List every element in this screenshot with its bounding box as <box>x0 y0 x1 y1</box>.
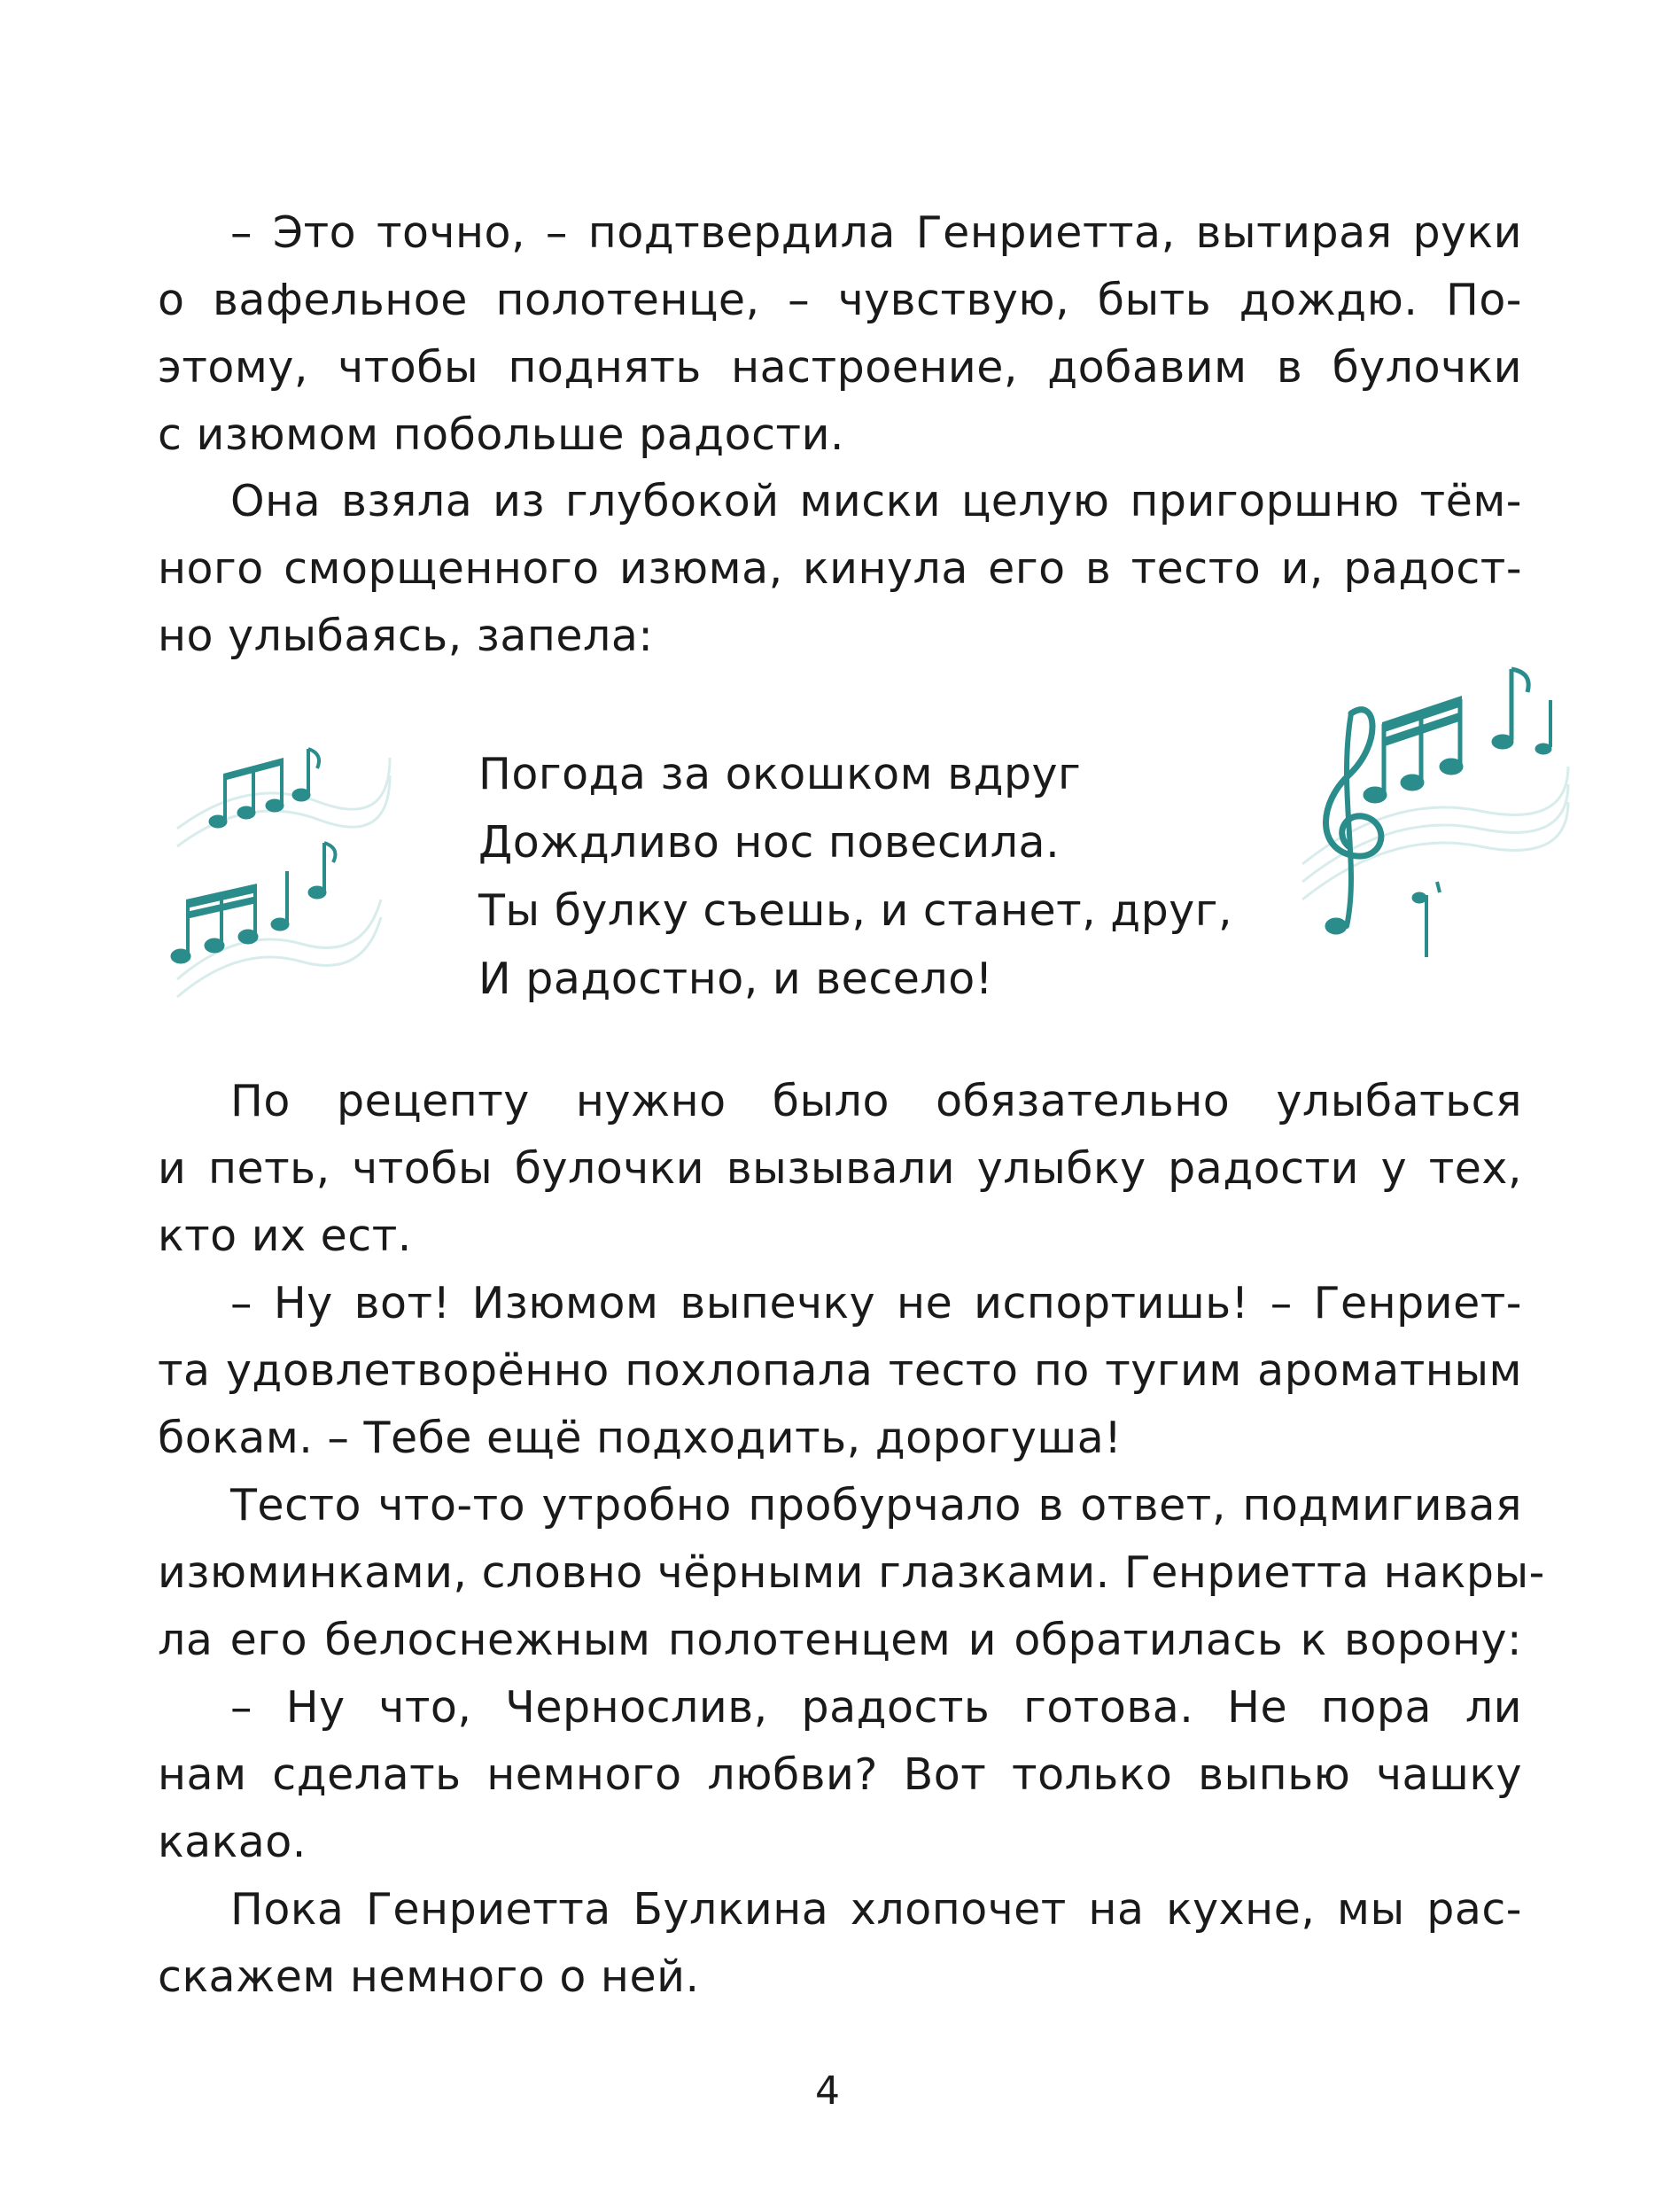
paragraph-3 <box>158 1068 1522 1270</box>
text-line: нам сделать немного любви? Вот только выпью чашку <box>158 1749 1522 1800</box>
poem <box>478 740 1232 1013</box>
poem-line: Ты булку съешь, и станет, друг, <box>478 885 1233 936</box>
paragraph-6 <box>158 1674 1522 1876</box>
poem-line: Дождливо нос повесила. <box>478 817 1061 868</box>
text-line: Тесто что-то утробно пробурчало в ответ, подмигивая <box>230 1480 1522 1530</box>
text-line: кто их ест. <box>158 1211 412 1261</box>
text-line: но улыбаясь, запела: <box>158 611 654 661</box>
music-notes-icon <box>168 722 399 1015</box>
text-line: скажем немного о ней. <box>158 1951 700 2002</box>
text-line: По рецепту нужно было обязательно улыбаться <box>230 1076 1522 1126</box>
paragraph-2 <box>158 468 1522 670</box>
paragraph-5 <box>158 1472 1545 1674</box>
text-line: Она взяла из глубокой миски целую пригоршню тём- <box>230 476 1522 526</box>
text-line: изюминками, словно чёрными глазками. Генриетта накры- <box>158 1547 1545 1598</box>
text-line: ного сморщенного изюма, кинула его в тесто и, радост- <box>158 543 1522 594</box>
text-line: – Это точно, – подтвердила Генриетта, вытирая руки <box>230 207 1522 258</box>
text-line: с изюмом побольше радости. <box>158 409 845 460</box>
text-line: этому, чтобы поднять настроение, добавим в булочки <box>158 342 1522 393</box>
poem-line: Погода за окошком вдруг <box>478 749 1082 799</box>
poem-line: И радостно, и весело! <box>478 954 993 1004</box>
text-line: какао. <box>158 1817 307 1867</box>
treble-clef-and-notes-icon <box>1285 660 1577 1015</box>
text-line: и петь, чтобы булочки вызывали улыбку радости у тех, <box>158 1143 1522 1194</box>
paragraph-1 <box>158 199 1522 469</box>
text-line: – Ну что, Чернослив, радость готова. Не пора ли <box>230 1682 1522 1733</box>
text-line: Пока Генриетта Булкина хлопочет на кухне, мы рас- <box>230 1884 1522 1935</box>
text-line: ла его белоснежным полотенцем и обратилась к ворону: <box>158 1615 1522 1665</box>
text-line: – Ну вот! Изюмом выпечку не испортишь! – Генриет- <box>230 1278 1522 1328</box>
paragraph-4 <box>158 1270 1522 1472</box>
text-line: та удовлетворённо похлопала тесто по тугим ароматным <box>158 1345 1522 1396</box>
text-line: бокам. – Тебе ещё подходить, дорогуша! <box>158 1413 1123 1463</box>
paragraph-7 <box>158 1876 1522 2011</box>
page-number: 4 <box>815 2068 840 2114</box>
text-line: о вафельное полотенце, – чувствую, быть дождю. По- <box>158 275 1522 325</box>
